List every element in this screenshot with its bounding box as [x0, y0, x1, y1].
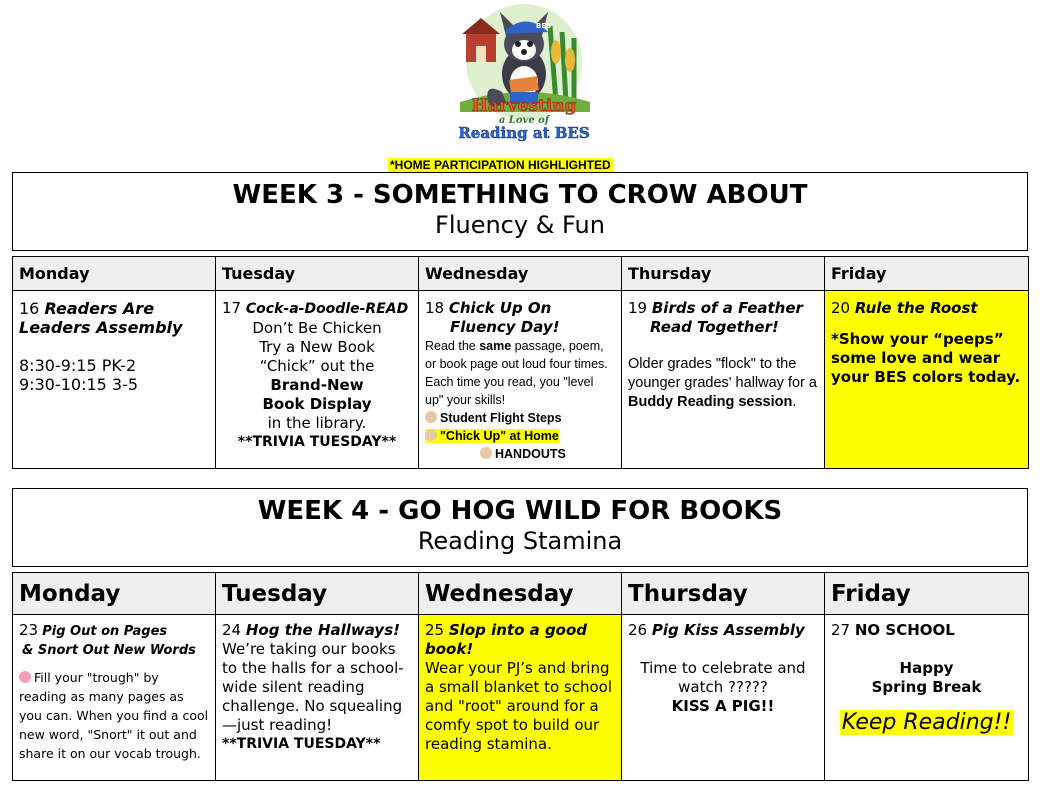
week4-day-header: Friday — [825, 573, 1029, 615]
svg-text:BES: BES — [536, 22, 552, 30]
week4-title: WEEK 4 - GO HOG WILD FOR BOOKS — [257, 496, 783, 526]
week3-day-row — [13, 291, 1029, 469]
week4-subtitle: Reading Stamina — [417, 527, 623, 555]
event-title: Slop into a good book! — [425, 621, 588, 658]
week4-header-row — [13, 573, 1029, 615]
week4-day-header: Thursday — [622, 573, 825, 615]
event-title: Chick Up On — [448, 299, 552, 317]
event-title: Pig Out on Pages — [42, 624, 168, 639]
chick-icon — [425, 429, 437, 441]
week3-monday-cell: 16 Readers Are Leaders Assembly 8:30-9:15 PK-2 9:30-10:15 3-5 — [13, 291, 216, 469]
event-title: Hog the Hallways! — [245, 621, 400, 639]
week4-thursday-cell: 26 Pig Kiss Assembly Time to celebrate and watch ????? KISS A PIG!! — [622, 615, 825, 781]
chick-icon — [480, 447, 492, 459]
week3-table — [12, 256, 1029, 469]
keep-reading-banner: Keep Reading!! — [841, 710, 1012, 735]
week4-friday-cell: 27 NO SCHOOL Happy Spring Break Keep Reading!! — [825, 615, 1029, 781]
week4-day-row — [13, 615, 1029, 781]
week4-day-header: Wednesday — [419, 573, 622, 615]
svg-text:a Love of: a Love of — [498, 115, 550, 126]
week4-tuesday-cell: 24 Hog the Hallways! We’re taking our books to the halls for a school-wide silent reading challenge. No squealing—just reading! **TRIVIA TUESDAY** — [216, 615, 419, 781]
event-title: Rule the Roost — [854, 299, 978, 317]
trivia-tuesday: **TRIVIA TUESDAY** — [222, 736, 381, 752]
week4-table — [12, 572, 1029, 781]
week4-title-box — [12, 488, 1028, 567]
week3-day-header: Tuesday — [216, 257, 419, 291]
chick-icon — [425, 411, 437, 423]
week4-day-header: Tuesday — [216, 573, 419, 615]
event-title: Pig Kiss Assembly — [651, 621, 805, 639]
week3-header-row — [13, 257, 1029, 291]
week3-subtitle: Fluency & Fun — [435, 211, 605, 239]
week3-thursday-cell: 19 Birds of a Feather Read Together! Older grades "flock" to the younger grades' hallway for a Buddy Reading session. — [622, 291, 825, 469]
event-title: NO SCHOOL — [854, 621, 955, 639]
week4-monday-cell: 23 Pig Out on Pages & Snort Out New Words Fill your "trough" by reading as many pages as you can. When you find a cool new word, "Snort" it out and share it on our vocab trough. — [13, 615, 216, 781]
trivia-tuesday: **TRIVIA TUESDAY** — [237, 434, 397, 450]
week3-friday-cell: 20 Rule the Roost *Show your “peeps” some love and wear your BES colors today. — [825, 291, 1029, 469]
home-participation-note: *HOME PARTICIPATION HIGHLIGHTED — [390, 158, 611, 172]
week3-day-header: Friday — [825, 257, 1029, 291]
wednesday-description: Read the same passage, poem, or book page out loud four times. Each time you read, you "level up" your skills! — [425, 339, 608, 407]
event-title: Cock-a-Doodle-READ — [245, 301, 409, 317]
week3-title: WEEK 3 - SOMETHING TO CROW ABOUT — [232, 180, 808, 210]
svg-text:Harvesting: Harvesting — [471, 96, 577, 116]
pig-icon — [19, 671, 31, 683]
harvesting-logo — [440, 2, 608, 148]
week3-title-box — [12, 172, 1028, 251]
week3-day-header: Wednesday — [419, 257, 622, 291]
week4-day-header: Monday — [13, 573, 216, 615]
svg-text:Reading at BES: Reading at BES — [458, 124, 590, 142]
week3-wednesday-cell: 18 Chick Up On Fluency Day! Read the same passage, poem, or book page out loud four times. Each time you read, you "level up" your skills! Student Flight Steps "Chick Up" at Home HANDOUTS — [419, 291, 622, 469]
week3-day-header: Monday — [13, 257, 216, 291]
week4-wednesday-cell: 25 Slop into a good book! Wear your PJ’s and bring a small blanket to school and "root" around for a comfy spot to build our reading stamina. — [419, 615, 622, 781]
event-title: Birds of a Feather — [651, 299, 803, 317]
event-title: Readers Are Leaders Assembly — [19, 299, 183, 337]
week3-tuesday-cell: 17 Cock-a-Doodle-READ Don’t Be Chicken Try a New Book “Chick” out the Brand-New Book Display in the library. **TRIVIA TUESDAY** — [216, 291, 419, 469]
week3-day-header: Thursday — [622, 257, 825, 291]
